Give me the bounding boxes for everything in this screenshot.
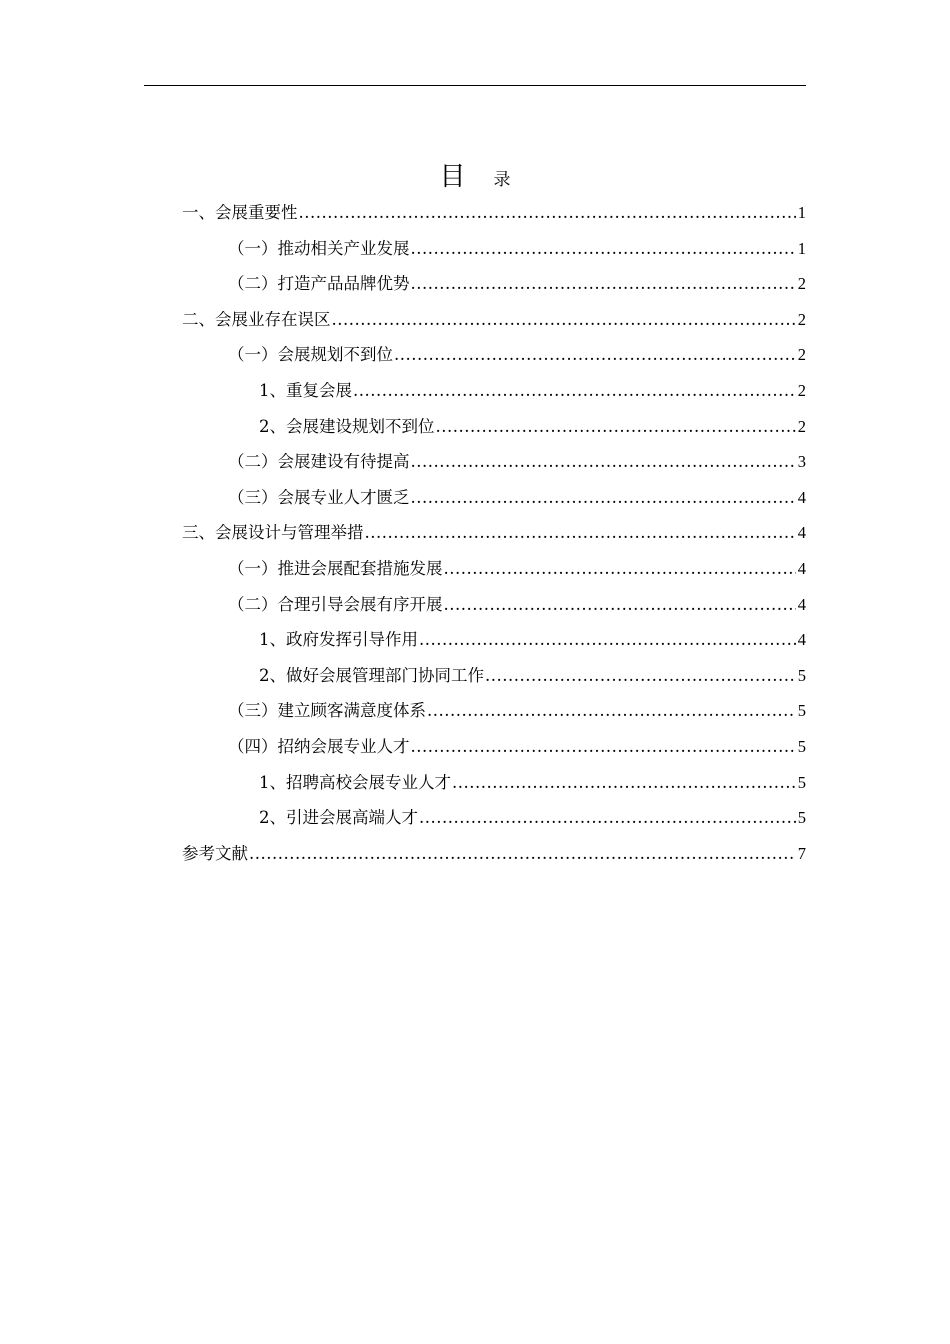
toc-dot-leader [444,587,796,623]
table-of-contents [182,195,806,871]
toc-entry[interactable] [182,231,806,267]
toc-entry-page-number: 1 [797,238,806,258]
toc-entry[interactable] [182,551,806,587]
toc-entry-label: （一）推动相关产业发展 [228,238,410,258]
toc-entry[interactable] [182,302,806,338]
toc-entry-label: （四）招纳会展专业人才 [228,736,410,756]
toc-entry-label: 1、政府发挥引导作用 [259,630,418,650]
toc-entry[interactable] [182,800,806,836]
toc-entry-page-number: 1 [797,203,806,222]
toc-entry-page-number: 5 [797,772,806,792]
toc-entry-page-number: 4 [797,487,806,507]
toc-dot-leader [419,800,796,836]
toc-entry-label: 2、做好会展管理部门协同工作 [259,665,484,685]
toc-entry-page-number: 7 [797,843,806,863]
toc-dot-leader [365,515,796,551]
toc-entry-page-number: 2 [797,345,806,365]
toc-dot-leader [353,373,796,409]
toc-entry[interactable] [182,337,806,373]
toc-entry[interactable] [182,765,806,801]
toc-entry-page-number: 3 [797,452,806,472]
toc-entry[interactable] [182,480,806,516]
toc-dot-leader [411,729,796,765]
toc-dot-leader [419,622,796,658]
toc-entry-label: 一、会展重要性 [182,203,298,222]
toc-entry-label: （二）会展建设有待提高 [228,452,410,472]
toc-entry-page-number: 2 [797,380,806,400]
toc-entry-label: 1、招聘高校会展专业人才 [259,772,451,792]
toc-entry-page-number: 4 [797,558,806,578]
toc-dot-leader [411,480,796,516]
toc-entry-label: 1、重复会展 [259,380,352,400]
toc-entry[interactable] [182,836,806,872]
header-rule [144,85,806,86]
toc-entry[interactable] [182,622,806,658]
toc-entry[interactable] [182,195,806,231]
toc-entry-page-number: 2 [797,309,806,329]
toc-entry[interactable] [182,373,806,409]
toc-dot-leader [444,551,796,587]
toc-entry-page-number: 5 [797,701,806,721]
toc-title-main: 目 [439,162,466,192]
toc-entry-label: （三）会展专业人才匮乏 [228,487,410,507]
toc-entry-page-number: 5 [797,736,806,756]
toc-entry-label: 参考文献 [182,843,248,863]
toc-entry-page-number: 4 [797,594,806,614]
toc-entry[interactable] [182,729,806,765]
toc-entry-page-number: 4 [797,630,806,650]
toc-dot-leader [249,836,796,872]
toc-entry[interactable] [182,409,806,445]
toc-dot-leader [411,266,796,302]
toc-entry[interactable] [182,693,806,729]
toc-title-secondary: 录 [493,170,511,190]
toc-entry-page-number: 2 [797,416,806,436]
toc-dot-leader [436,409,796,445]
toc-title [0,156,950,192]
toc-entry-page-number: 2 [797,274,806,294]
toc-entry-label: （一）会展规划不到位 [228,345,393,365]
toc-entry-label: （二）合理引导会展有序开展 [228,594,443,614]
toc-dot-leader [427,693,796,729]
toc-entry[interactable] [182,444,806,480]
toc-entry-label: 二、会展业存在误区 [182,309,331,329]
toc-entry-label: 2、会展建设规划不到位 [259,416,435,436]
toc-entry-label: （一）推进会展配套措施发展 [228,558,443,578]
toc-dot-leader [452,765,796,801]
toc-dot-leader [394,337,796,373]
toc-entry-label: （三）建立顾客满意度体系 [228,701,426,721]
toc-dot-leader [299,195,796,231]
toc-entry[interactable] [182,658,806,694]
toc-entry-page-number: 4 [797,523,806,543]
toc-entry[interactable] [182,515,806,551]
toc-entry-label: 三、会展设计与管理举措 [182,523,364,543]
toc-dot-leader [485,658,796,694]
toc-entry-label: （二）打造产品品牌优势 [228,274,410,294]
toc-entry-page-number: 5 [797,808,806,828]
toc-dot-leader [411,231,796,267]
toc-dot-leader [411,444,796,480]
toc-dot-leader [332,302,796,338]
toc-entry[interactable] [182,266,806,302]
toc-entry-page-number: 5 [797,665,806,685]
toc-entry[interactable] [182,587,806,623]
toc-entry-label: 2、引进会展高端人才 [259,808,418,828]
